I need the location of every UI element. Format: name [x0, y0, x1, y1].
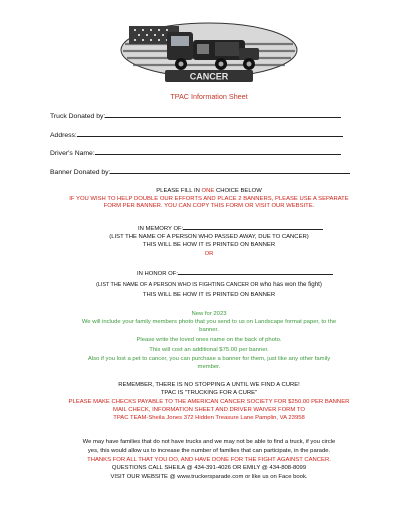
closing-line: PLEASE MAKE CHECKS PAYABLE TO THE AMERICAN CANCER SOCIETY FOR $250.00 PER BANNER: [68, 399, 350, 405]
field-label: Driver's Name:: [50, 150, 95, 157]
svg-text:CANCER: CANCER: [189, 71, 229, 82]
new-2023-line: member.: [197, 364, 221, 370]
footer-line: THANKS FOR ALL THAT YOU DO, AND HAVE DONE FOR THE FIGHT AGAINST CANCER.: [87, 457, 331, 463]
truck-donated-field[interactable]: [50, 111, 341, 120]
footer-line: VISIT OUR WEBSITE @ www.truckersparade.com or like us on Face book.: [110, 474, 308, 480]
closing-line: TPAC IS "TRUCKING FOR A CURE": [160, 390, 258, 396]
choice-heading: PLEASE FILL IN ONE CHOICE BELOW: [156, 188, 262, 194]
field-label: Banner Donated by:: [50, 169, 111, 176]
in-honor-field[interactable]: [137, 269, 333, 277]
new-2023-heading: New for 2023: [191, 311, 227, 317]
choice-note-1: IF YOU WISH TO HELP DOUBLE OUR EFFORTS AND PLACE 2 BANNERS, PLEASE USE A SEPARATE: [69, 196, 349, 202]
in-memory-field[interactable]: [138, 224, 323, 232]
in-memory-note: (LIST THE NAME OF A PERSON WHO PASSED AWAY, DUE TO CANCER): [109, 234, 309, 240]
field-label: Truck Donated by:: [50, 113, 106, 120]
new-2023-line: Please write the loved ones name on the back of photo.: [136, 337, 282, 343]
page-title: TPAC Information Sheet: [170, 92, 248, 101]
or-label: OR: [204, 251, 214, 257]
in-honor-note: (LIST THE NAME OF A PERSON WHO IS FIGHTING CANCER OR who has won the fight): [96, 281, 322, 288]
new-2023-line: We will include your family members photo that you send to us on Landscape format paper, to the: [81, 319, 337, 325]
closing-line: TPAC TEAM-Sheila Jones 372 Hidden Treasure Lane Pamplin, VA 23958: [113, 415, 305, 421]
closing-line: REMEMBER, THERE IS NO STOPPING A UNTIL WE FIND A CURE!: [118, 382, 300, 388]
footer-line: We may have families that do not have trucks and we may not be able to find a truck, if you circle: [82, 439, 336, 445]
in-memory-printed: THIS WILL BE HOW IT IS PRINTED ON BANNER: [142, 242, 276, 248]
field-label: Address:: [50, 132, 77, 139]
driver-name-field[interactable]: [50, 148, 341, 157]
in-memory-label: IN MEMORY OF:: [138, 226, 184, 232]
closing-line: MAIL CHECK, INFORMATION SHEET AND DRIVER WAIVER FORM TO: [113, 407, 305, 413]
in-honor-printed: THIS WILL BE HOW IT IS PRINTED ON BANNER: [142, 292, 276, 298]
truck-flag-logo-icon: [119, 14, 299, 86]
footer-line: yes, this would allow us to increase the number of families that can participate, in the parade.: [87, 448, 331, 454]
footer-line: QUESTIONS CALL SHEILA @ 434-391-4026 OR EMILY @ 434-808-8099: [111, 465, 307, 471]
address-field[interactable]: [50, 130, 343, 139]
new-2023-line: Also if you lost a pet to cancer, you can purchase a banner for them, just like any other family: [87, 356, 331, 362]
new-2023-line: banner.: [199, 327, 219, 333]
choice-note-2: FORM PER BANNER. YOU CAN COPY THIS FORM OR VISIT OUR WEBSITE.: [103, 203, 315, 209]
in-honor-label: IN HONOR OF:: [137, 271, 178, 277]
new-2023-line: This will cost an additional $75.00 per banner.: [149, 347, 269, 353]
banner-donated-field[interactable]: [50, 167, 350, 176]
